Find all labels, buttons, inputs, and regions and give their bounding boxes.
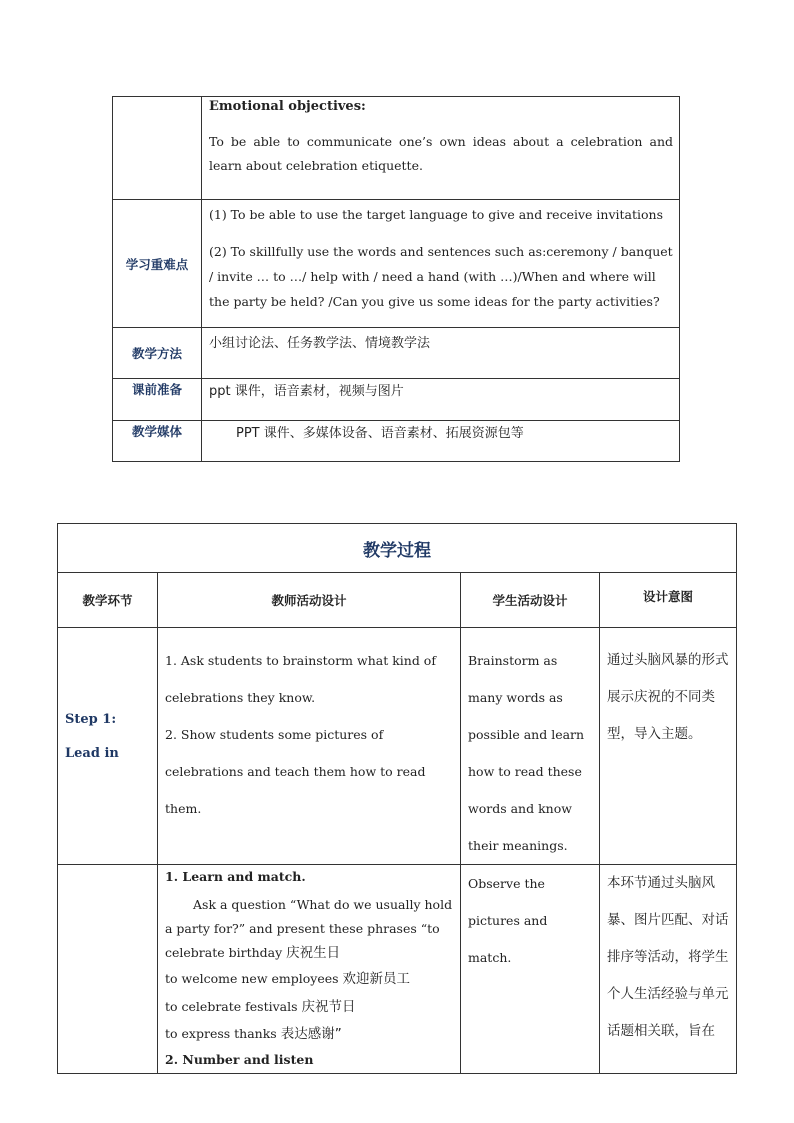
step1-teacher-item-2: 2. Show students some pictures of celebrations and teach them how to read them.: [165, 727, 426, 816]
step2-heading-1: 1. Learn and match.: [165, 869, 306, 884]
header-intent: 设计意图: [600, 573, 737, 628]
method-value: 小组讨论法、任务教学法、情境教学法: [202, 328, 680, 379]
step2-phrase-3: to celebrate festivals 庆祝节日: [165, 999, 356, 1015]
step1-teacher-cell: [158, 628, 461, 865]
prep-value: ppt 课件，语音素材，视频与图片: [202, 379, 680, 421]
difficulty-cell: [202, 200, 680, 328]
header-stage: 教学环节: [58, 573, 158, 628]
objectives-table: [112, 96, 680, 462]
difficulty-label: 学习重难点: [113, 200, 202, 328]
step1-intent-cell: 通过头脑风暴的形式展示庆祝的不同类型，导入主题。: [600, 628, 737, 865]
step2-question: Ask a question “What do we usually hold a party for?” and present these phrases “to celebrate birthday 庆祝生日: [165, 897, 453, 961]
emotional-objectives-text: To be able to communicate one’s own ideas about a celebration and learn about celebration etiquette.: [209, 133, 673, 173]
step2-intent-cell: 本环节通过头脑风暴、图片匹配、对话排序等活动，将学生个人生活经验与单元话题相关联，旨在: [600, 865, 737, 1074]
step2-phrase-2: to welcome new employees 欢迎新员工: [165, 971, 411, 987]
emotional-objectives-heading: Emotional objectives:: [209, 99, 366, 114]
step2-heading-2: 2. Number and listen: [165, 1052, 314, 1067]
header-teacher: 教师活动设计: [158, 573, 461, 628]
difficulty-item-2: (2) To skillfully use the words and sentences such as:ceremony / banquet / invite … to …/ help with / need a hand (with …)/When and where will the party be held? /Can you give us some ideas for the party activities?: [209, 244, 673, 309]
teaching-process-table: [57, 523, 737, 1074]
media-label: 教学媒体: [113, 421, 202, 462]
step1-student-cell: Brainstorm as many words as possible and learn how to read these words and know their meanings.: [461, 628, 600, 865]
step1-label: Step 1:: [65, 712, 117, 728]
emotional-objectives-cell: [202, 97, 680, 200]
prep-label: 课前准备: [113, 379, 202, 421]
empty-label-cell: [113, 97, 202, 200]
step1-name: Lead in: [65, 746, 119, 761]
step1-teacher-item-1: 1. Ask students to brainstorm what kind of celebrations they know.: [165, 653, 436, 705]
header-student: 学生活动设计: [461, 573, 600, 628]
step1-stage-cell: [58, 628, 158, 865]
method-label: 教学方法: [113, 328, 202, 379]
step2-stage-cell: [58, 865, 158, 1074]
step2-phrase-4: to express thanks 表达感谢”: [165, 1026, 342, 1042]
difficulty-item-1: (1) To be able to use the target language to give and receive invitations: [209, 207, 663, 222]
step2-teacher-cell: [158, 865, 461, 1074]
step2-student-cell: Observe the pictures and match.: [461, 865, 600, 1074]
process-title: 教学过程: [58, 524, 737, 573]
media-value: PPT 课件、多媒体设备、语音素材、拓展资源包等: [202, 421, 680, 462]
